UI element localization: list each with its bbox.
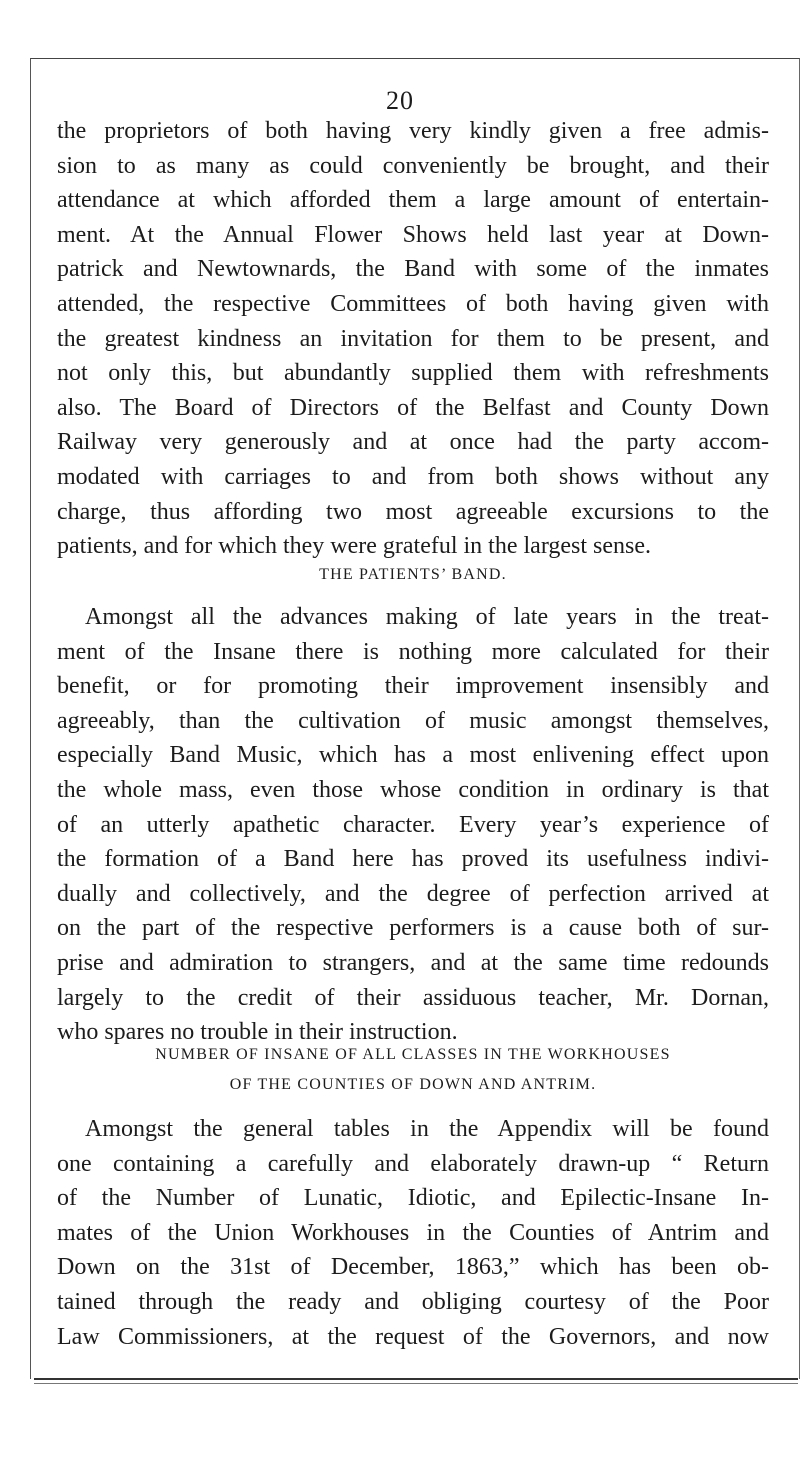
text-line: the proprietors of both having very kindly given a free admis- [57,118,769,144]
text-line: of the Number of Lunatic, Idiotic, and Epilectic-Insane In- [57,1185,769,1212]
text-line: the greatest kindness an invitation for them to be present, and [57,325,769,352]
text-line: charge, thus affording two most agreeable excursions to the [57,498,769,525]
text-line: also. The Board of Directors of the Belfast and County Down [57,394,769,421]
text-line: Law Commissioners, at the request of the Governors, and now [57,1323,769,1350]
text-line: ment. At the Annual Flower Shows held last year at Down- [57,221,769,248]
paragraph-patients-band [57,600,769,1050]
text-line: especially Band Music, which has a most enlivening effect upon [57,742,769,769]
bottom-rule [34,1378,798,1380]
text-line: ment of the Insane there is nothing more calculated for their [57,638,769,665]
text-line: patrick and Newtownards, the Band with some of the inmates [57,256,769,283]
text-line: attendance at which afforded them a large amount of entertain- [57,187,769,214]
section-heading-patients-band: THE PATIENTS’ BAND. [319,566,507,583]
text-line: of an utterly apathetic character. Every year’s experience of [57,811,769,838]
text-line: Amongst the general tables in the Appendix will be found [85,1116,769,1142]
text-line: sion to as many as could conveniently be brought, and their [57,152,769,179]
paragraph-workhouse-return [57,1112,769,1354]
heading-line: OF THE COUNTIES OF DOWN AND ANTRIM. [229,1076,597,1093]
section-heading-insane-workhouses [57,1040,769,1100]
text-line: patients, and for which they were grateful in the largest sense. [57,533,652,560]
text-line: modated with carriages to and from both shows without any [57,463,769,490]
text-line: attended, the respective Committees of both having given with [57,290,769,317]
text-line: tained through the ready and obliging courtesy of the Poor [57,1288,769,1315]
text-line: Down on the 31st of December, 1863,” which has been ob- [57,1254,769,1281]
text-line: not only this, but abundantly supplied them with refreshments [57,360,769,387]
heading-line: NUMBER OF INSANE OF ALL CLASSES IN THE WORKHOUSES [155,1046,671,1063]
text-line: dually and collectively, and the degree of perfection arrived at [57,880,769,907]
text-line: agreeably, than the cultivation of music amongst themselves, [57,707,769,734]
text-line: Railway very generously and at once had the party accom- [57,429,769,456]
text-line: Amongst all the advances making of late years in the treat- [85,604,769,630]
text-line: largely to the credit of their assiduous teacher, Mr. Dornan, [57,984,769,1011]
text-line: prise and admiration to strangers, and at the same time redounds [57,949,769,976]
text-line: who spares no trouble in their instruction. [57,1019,458,1046]
text-line: on the part of the respective performers is a cause both of sur- [57,915,769,942]
text-line: the whole mass, even those whose condition in ordinary is that [57,776,769,803]
text-line: one containing a carefully and elaborately drawn-up “ Return [57,1150,769,1177]
bottom-rule-thin [34,1383,798,1384]
page-number: 20 [386,86,414,115]
text-line: benefit, or for promoting their improvement insensibly and [57,673,769,700]
text-line: mates of the Union Workhouses in the Counties of Antrim and [57,1219,769,1246]
text-line: the formation of a Band here has proved its usefulness indivi- [57,846,769,873]
paragraph-flower-shows [57,114,769,564]
